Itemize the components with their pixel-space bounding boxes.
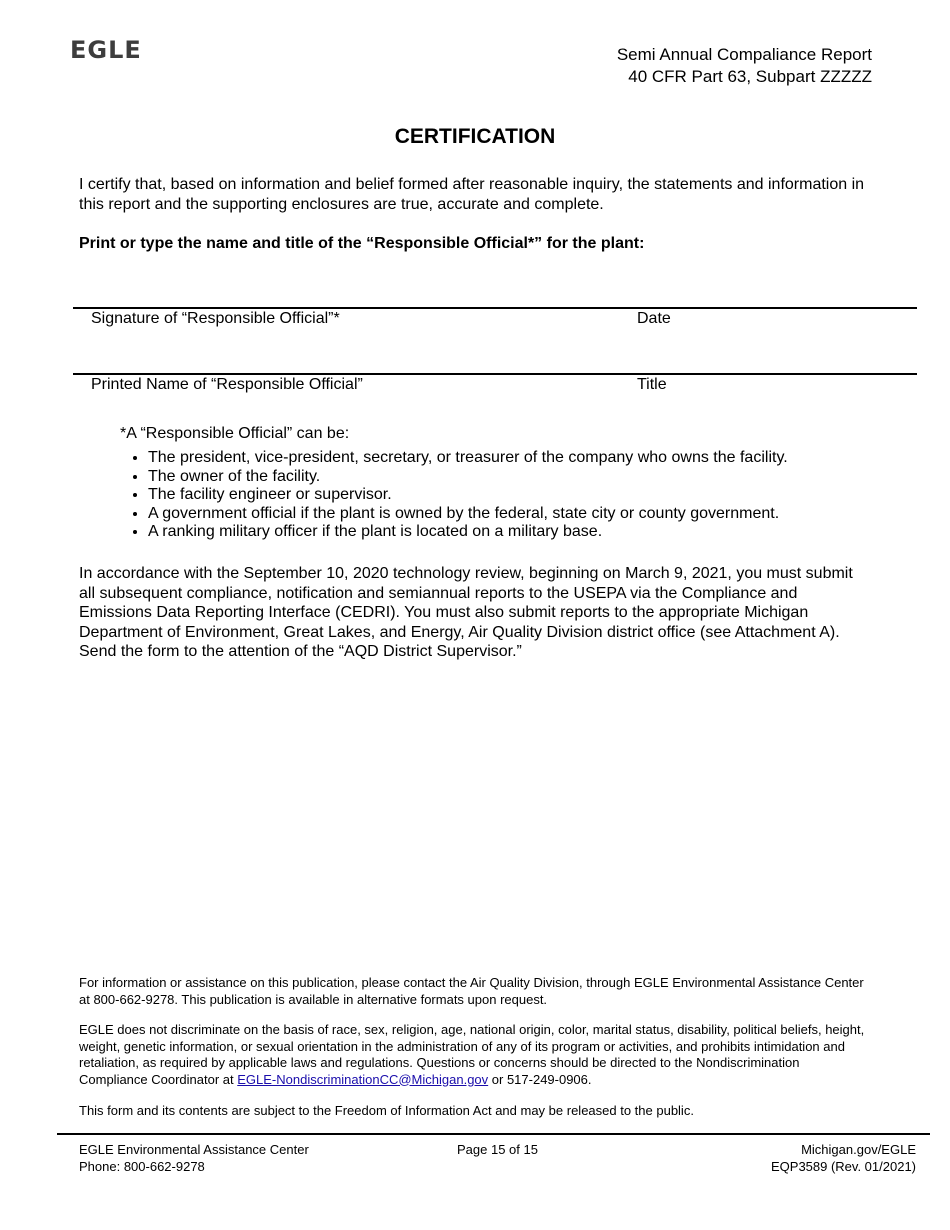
date-label: Date bbox=[637, 310, 671, 327]
list-item: • The president, vice-president, secretary, or treasurer of the company who owns the facility. bbox=[148, 449, 788, 468]
nondiscrimination-email-link[interactable]: EGLE-NondiscriminationCC@Michigan.gov bbox=[237, 1071, 489, 1087]
nondiscrimination-note bbox=[79, 1022, 869, 1088]
page-header bbox=[617, 44, 872, 88]
regulation-reference: 40 CFR Part 63, Subpart ZZZZZ bbox=[628, 67, 872, 86]
footer-phone: Phone: 800-662-9278 bbox=[79, 1158, 205, 1174]
list-item: • The owner of the facility. bbox=[148, 468, 788, 487]
page-number: Page 15 of 15 bbox=[457, 1142, 538, 1157]
report-title: Semi Annual Compaliance Report bbox=[616, 45, 872, 64]
footer-org: EGLE Environmental Assistance Center bbox=[79, 1142, 309, 1157]
egle-logo: EGLE bbox=[70, 36, 142, 64]
nondiscrimination-phone: or 517-249-0906. bbox=[488, 1071, 592, 1087]
form-number: EQP3589 (Rev. 01/2021) bbox=[770, 1158, 916, 1174]
submission-instructions: In accordance with the September 10, 2020 technology review, beginning on March 9, 2021, you must submit all subsequent compliance, notification and semiannual reports to the USEPA via the Compliance and Emissions Data Reporting Interface (CEDRI). You must also submit reports to the appropriate Michigan Department of Environment, Great Lakes, and Energy, Air Quality Division district office (see Attachment A). Send the form to the attention of the “AQD District Supervisor.” bbox=[79, 565, 853, 660]
printed-name-line[interactable] bbox=[73, 373, 917, 375]
responsible-official-intro: *A “Responsible Official” can be: bbox=[120, 425, 350, 442]
list-item: • A government official if the plant is owned by the federal, state city or county government. bbox=[148, 505, 788, 524]
signature-line[interactable] bbox=[73, 307, 917, 309]
certification-statement: I certify that, based on information and belief formed after reasonable inquiry, the statements and information in this report and the supporting enclosures are true, accurate and complete. bbox=[79, 176, 865, 213]
footer-divider bbox=[57, 1133, 930, 1135]
list-item: • The facility engineer or supervisor. bbox=[148, 486, 788, 505]
responsible-official-list bbox=[130, 449, 788, 542]
title-label: Title bbox=[637, 376, 667, 393]
nondiscrimination-text: EGLE does not discriminate on the basis of race, sex, religion, age, national origin, color, marital status, disability, political beliefs, height, weight, genetic information, or sexual orientation in the administration of any of its program or activities, and prohibits intimidation and retaliation, as required by applicable laws and regulations. Questions or concerns should be directed to the Nondiscrimination Compliance Coordinator at bbox=[79, 1022, 865, 1087]
responsible-official-instruction: Print or type the name and title of the “Responsible Official*” for the plant: bbox=[79, 235, 645, 252]
printed-name-label: Printed Name of “Responsible Official” bbox=[91, 376, 363, 393]
footer-website: Michigan.gov/EGLE bbox=[801, 1142, 916, 1157]
footer-right bbox=[771, 1142, 916, 1175]
signature-label: Signature of “Responsible Official”* bbox=[91, 310, 340, 327]
list-item: • A ranking military officer if the plant is located on a military base. bbox=[148, 523, 788, 542]
foia-note: This form and its contents are subject to the Freedom of Information Act and may be released to the public. bbox=[79, 1103, 694, 1118]
page-title: CERTIFICATION bbox=[394, 125, 556, 148]
assistance-note: For information or assistance on this publication, please contact the Air Quality Division, through EGLE Environmental Assistance Center at 800-662-9278. This publication is available in alternative formats upon request. bbox=[79, 975, 864, 1007]
